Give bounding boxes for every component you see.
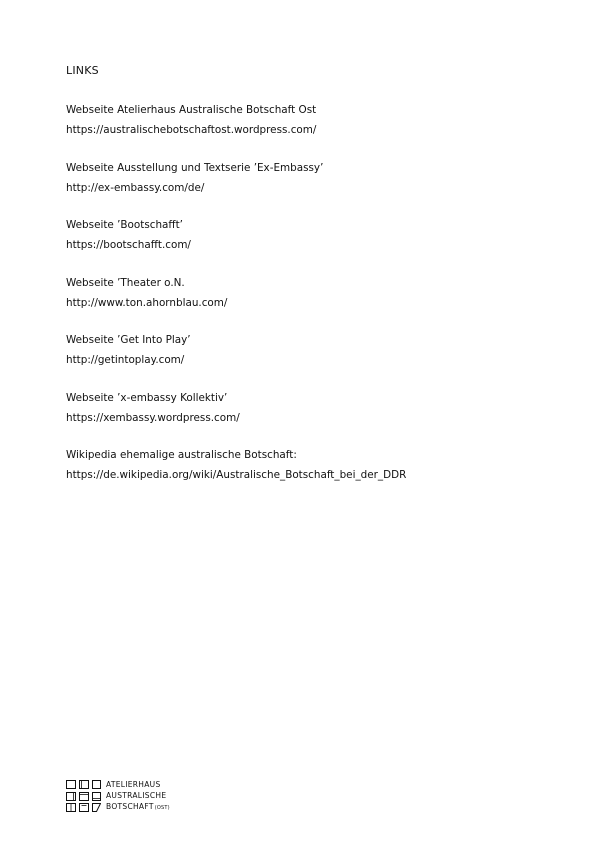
link-item <box>66 273 566 331</box>
logo-row <box>66 802 170 814</box>
square-outline-icon <box>79 803 89 812</box>
link-item <box>66 388 566 446</box>
logo-line-1: ATELIERHAUS <box>106 779 161 789</box>
square-outline-icon <box>79 792 89 801</box>
logo-square-icons <box>66 780 104 789</box>
square-outline-icon <box>92 780 101 789</box>
link-item <box>66 445 566 503</box>
link-url[interactable]: https://australischebotschaftost.wordpress.com/ <box>66 124 317 136</box>
link-label: Wikipedia ehemalige australische Botschaft: <box>66 449 297 461</box>
logo-square-icons <box>66 792 104 801</box>
link-label: Webseite ’Theater o.N. <box>66 276 185 289</box>
logo-line-3-main: BOTSCHAFT <box>106 802 154 812</box>
link-url[interactable]: http://www.ton.ahornblau.com/ <box>66 296 228 309</box>
page-heading: LINKS <box>66 64 99 77</box>
link-item <box>66 215 566 273</box>
link-url[interactable]: http://ex-embassy.com/de/ <box>66 181 205 194</box>
link-item <box>66 330 566 388</box>
link-label: Webseite ’Bootschafft’ <box>66 219 183 231</box>
link-url[interactable]: https://de.wikipedia.org/wiki/Australische_Botschaft_bei_der_DDR <box>66 469 407 481</box>
logo-row <box>66 791 170 803</box>
link-label: Webseite Atelierhaus Australische Botschaft Ost <box>66 104 317 116</box>
link-label: Webseite ’Get Into Play’ <box>66 334 191 346</box>
link-url[interactable]: http://getintoplay.com/ <box>66 354 185 366</box>
book-icon <box>66 803 76 812</box>
link-item <box>66 100 566 158</box>
square-outline-icon <box>66 792 76 801</box>
logo-line-3 <box>106 802 170 813</box>
link-url[interactable]: https://xembassy.wordpress.com/ <box>66 411 240 424</box>
atelierhaus-logo <box>66 779 170 814</box>
logo-square-icons <box>66 803 104 812</box>
square-outline-icon <box>92 792 101 801</box>
square-outline-icon <box>66 780 76 789</box>
links-list <box>66 100 566 503</box>
logo-line-3-suffix: (OST) <box>154 805 170 812</box>
link-label: Webseite Ausstellung und Textserie ’Ex-Embassy’ <box>66 161 324 174</box>
link-label: Webseite ’x-embassy Kollektiv’ <box>66 391 228 404</box>
slanted-square-icon <box>92 803 101 812</box>
logo-row <box>66 779 170 791</box>
logo-line-2: AUSTRALISCHE <box>106 791 167 801</box>
square-outline-icon <box>79 780 89 789</box>
link-url[interactable]: https://bootschafft.com/ <box>66 239 191 251</box>
link-item <box>66 158 566 216</box>
